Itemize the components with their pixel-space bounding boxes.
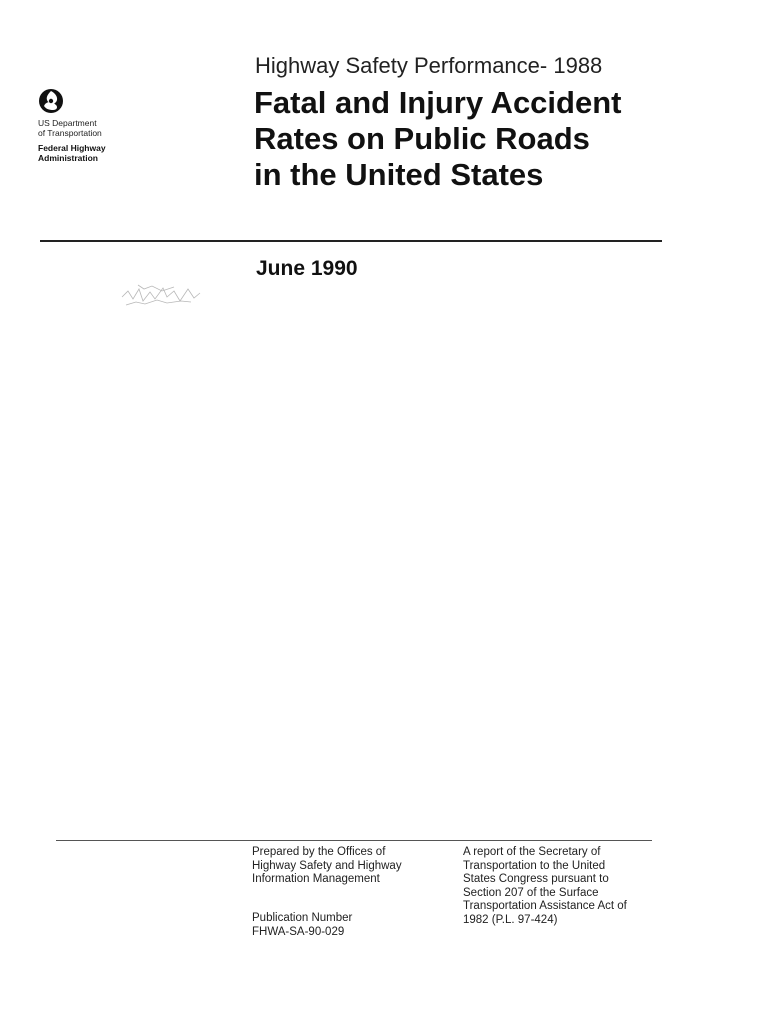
prepared-by-line-3: Information Management (252, 873, 380, 885)
prepared-by-line-2: Highway Safety and Highway (252, 859, 402, 872)
report-title-line-2: Rates on Public Roads (254, 121, 590, 156)
report-title (254, 85, 621, 193)
series-title: Highway Safety Performance- 1988 (255, 53, 603, 78)
prepared-by (252, 846, 402, 887)
report-title-line-3: in the United States (254, 157, 544, 192)
publication-number (252, 912, 352, 939)
report-note-line-5: Transportation Assistance Act of (463, 900, 627, 912)
bottom-divider (56, 840, 652, 841)
report-note-line-4: Section 207 of the Surface (463, 886, 599, 899)
department-line-2: of Transportation (38, 128, 102, 138)
publication-date: June 1990 (256, 257, 358, 280)
administration-line-2: Administration (38, 153, 98, 163)
report-note-line-1: A report of the Secretary of (463, 846, 601, 858)
agency-block (38, 88, 158, 163)
report-note (463, 846, 627, 927)
prepared-by-line-1: Prepared by the Offices of (252, 846, 386, 858)
publication-number-value: FHWA-SA-90-029 (252, 925, 345, 938)
administration-line-1: Federal Highway (38, 143, 106, 153)
faint-stamp (118, 277, 208, 313)
dot-logo-icon (38, 88, 64, 114)
department-line-1: US Department (38, 118, 97, 128)
top-divider (40, 240, 662, 242)
report-note-line-2: Transportation to the United (463, 859, 606, 872)
report-note-line-6: 1982 (P.L. 97-424) (463, 913, 558, 926)
report-note-line-3: States Congress pursuant to (463, 873, 609, 885)
report-title-line-1: Fatal and Injury Accident (254, 85, 622, 120)
publication-number-label: Publication Number (252, 912, 353, 924)
